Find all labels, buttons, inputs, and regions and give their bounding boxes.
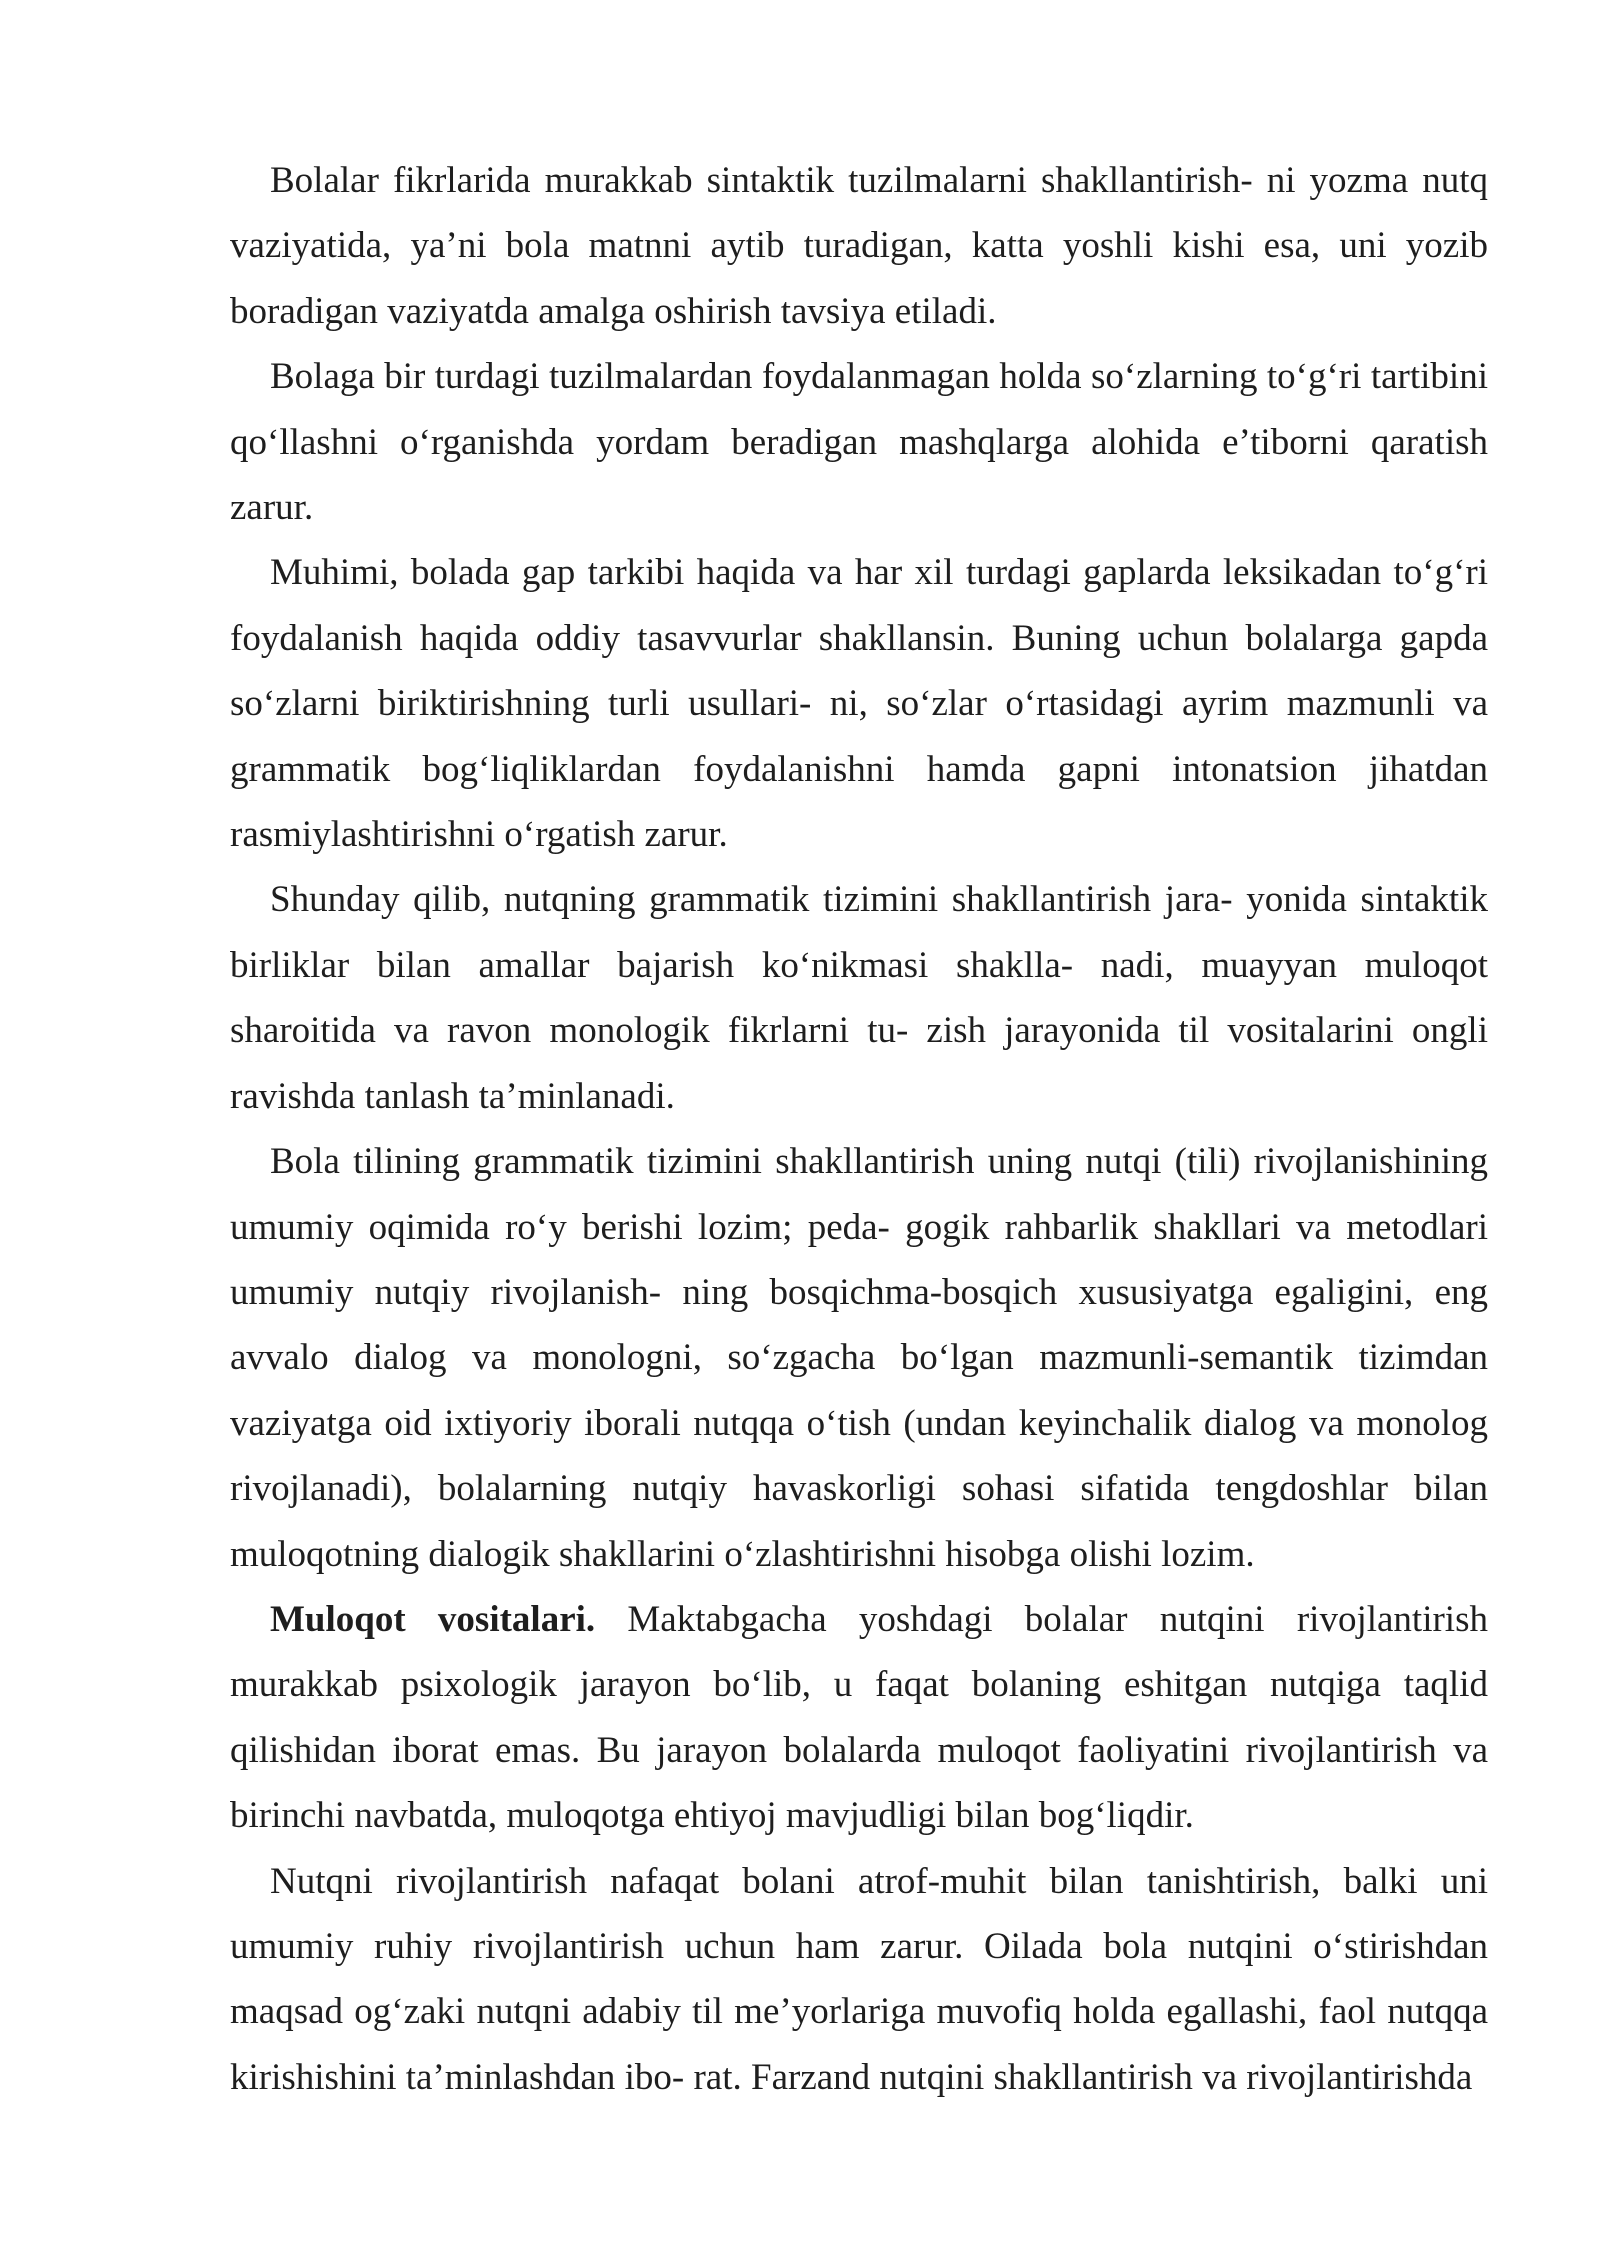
section-heading: Muloqot vositalari. xyxy=(270,1598,596,1640)
paragraph-text: Bolalar fikrlarida murakkab sintaktik tuzilmalarni shakllantirish- ni yozma nutq vaziyatida, ya’ni bola matnni aytib turadigan, katta yoshli kishi esa, uni yozib boradigan vaziyatda amalga oshirish tavsiya etiladi. xyxy=(230,160,1488,332)
paragraph-text: Bolaga bir turdagi tuzilmalardan foydalanmagan holda so‘zlarning to‘g‘ri tartibini qo‘llashni o‘rganishda yordam beradigan mashqlarga alohida e’tiborni qaratish zarur. xyxy=(230,356,1488,529)
paragraph-6 xyxy=(230,1587,1488,1849)
paragraph-7 xyxy=(230,1849,1488,2111)
paragraph-3 xyxy=(230,540,1488,867)
paragraph-5 xyxy=(230,1129,1488,1587)
paragraph-2 xyxy=(230,344,1488,540)
paragraph-text: Shunday qilib, nutqning grammatik tizimini shakllantirish jara- yonida sintaktik birliklar bilan amallar bajarish ko‘nikmasi shaklla- nadi, muayyan muloqot sharoitida va ravon monologik fikrlarni tu- zish jarayonida til vositalarini ongli ravishda tanlash ta’minlanadi. xyxy=(230,879,1488,1117)
paragraph-text: Nutqni rivojlantirish nafaqat bolani atrof-muhit bilan tanishtirish, balki uni umumiy ruhiy rivojlantirish uchun ham zarur. Oilada bola nutqini o‘stirishdan maqsad og‘zaki nutqni adabiy til me’yorlariga muvofiq holda egallashi, faol nutqqa kirishishini ta’minlashdan ibo- rat. Farzand nutqini shakllantirish va rivojlantirishda xyxy=(230,1860,1488,2098)
paragraph-4 xyxy=(230,867,1488,1129)
document-page xyxy=(230,148,1488,2110)
paragraph-text: Muhimi, bolada gap tarkibi haqida va har xil turdagi gaplarda leksikadan to‘g‘ri foydalanish haqida oddiy tasavvurlar shakllansin. Buning uchun bolalarga gapda so‘zlarni biriktirishning turli usullari- ni, so‘zlar o‘rtasidagi ayrim mazmunli va grammatik bog‘liqliklardan foydalanishni hamda gapni intonatsion jihatdan rasmiylashtirishni o‘rgatish zarur. xyxy=(230,552,1488,856)
paragraph-text: Maktabgacha yoshdagi bolalar nutqini rivojlantirish murakkab psixologik jarayon bo‘lib, u faqat bolaning eshitgan nutqiga taqlid qilishidan iborat emas. Bu jarayon bolalarda muloqot faoliyatini rivojlantirish va birinchi navbatda, muloqotga ehtiyoj mavjudligi bilan bog‘liqdir. xyxy=(230,1598,1488,1837)
paragraph-1 xyxy=(230,148,1488,344)
paragraph-text: Bola tilining grammatik tizimini shakllantirish uning nutqi (tili) rivojlanishining umumiy oqimida ro‘y berishi lozim; peda- gogik rahbarlik shakllari va metodlari umumiy nutqiy rivojlanish- ning bosqichma-bosqich xususiyatga egaligini, eng avvalo dialog va monologni, so‘zgacha bo‘lgan mazmunli-semantik tizimdan vaziyatga oid ixtiyoriy iborali nutqqa o‘tish (undan keyinchalik dialog va monolog rivojlanadi), bolalarning nutqiy havaskorligi sohasi sifatida tengdoshlar bilan muloqotning dialogik shakllarini o‘zlashtirishni hisobga olishi lozim. xyxy=(230,1141,1488,1575)
